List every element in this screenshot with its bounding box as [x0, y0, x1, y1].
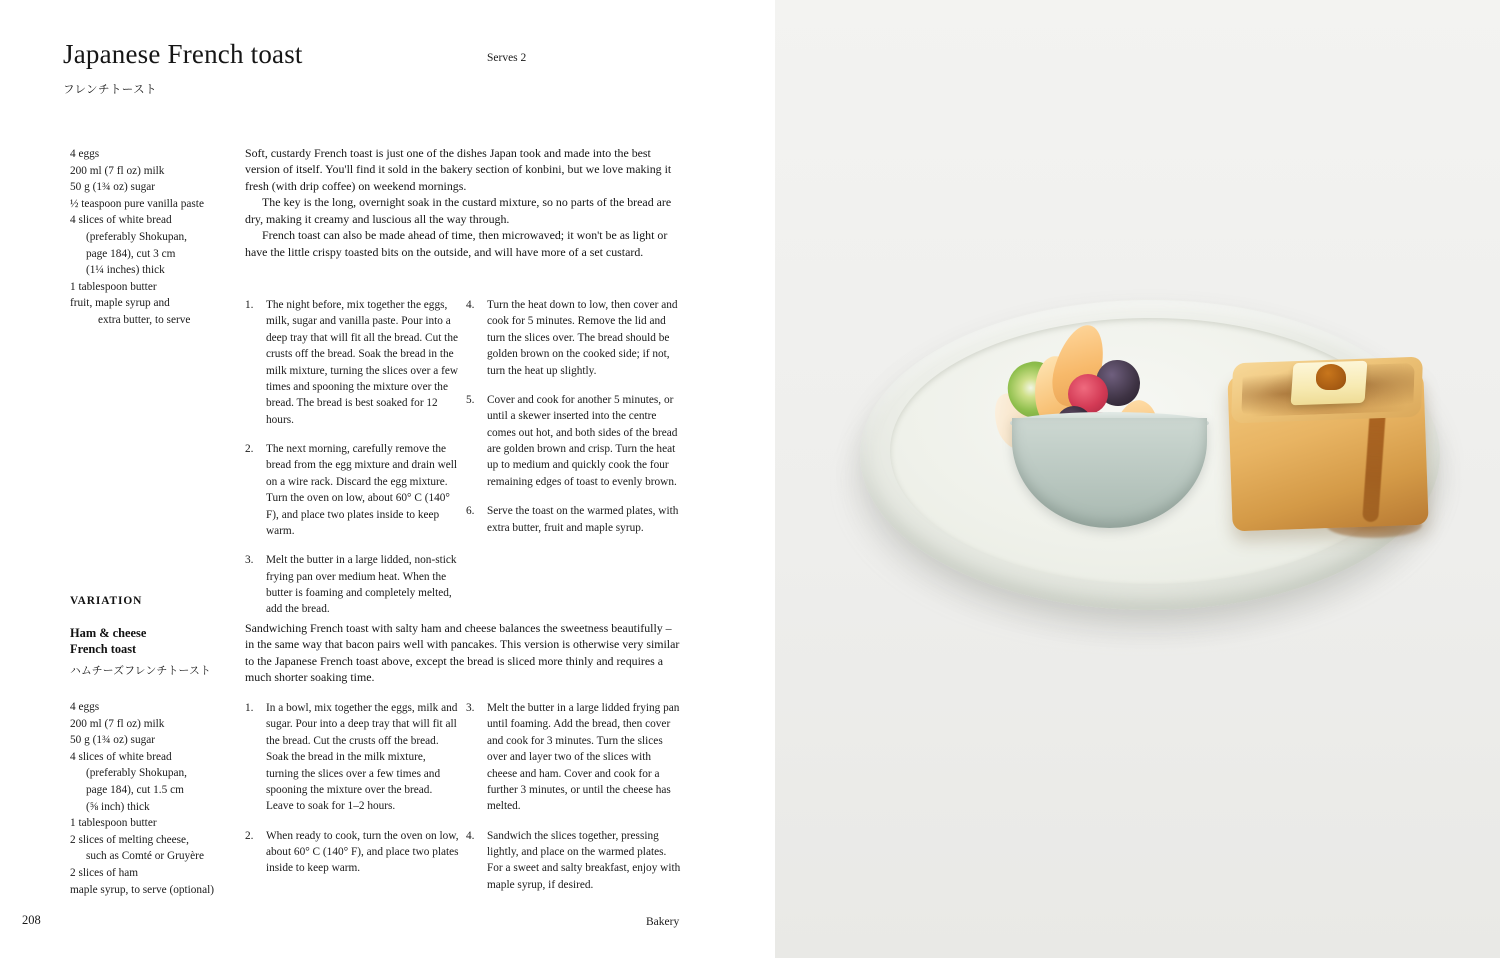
running-head: Bakery — [646, 916, 680, 928]
ingredient-line: extra butter, to serve — [98, 313, 191, 326]
step-text: When ready to cook, turn the oven on low, about 60° C (140° F), and place two plates inside to keep warm. — [266, 829, 459, 875]
step-number: 5. — [466, 393, 475, 406]
ingredient-line: 4 slices of white bread — [70, 750, 172, 763]
ingredient-line: 50 g (1¾ oz) sugar — [70, 181, 156, 194]
ingredient-line: 1 tablespoon butter — [70, 280, 157, 293]
method-step — [466, 700, 681, 815]
step-number: 4. — [466, 299, 475, 311]
method-step — [466, 503, 681, 536]
variation-heading — [70, 595, 250, 678]
recipe-title-japanese: フレンチトースト — [63, 81, 157, 96]
ingredient-line: (⅝ inch) thick — [86, 800, 150, 813]
ingredient-line: page 184), cut 3 cm — [86, 247, 176, 260]
method-step — [245, 828, 460, 877]
ingredient-line: ½ teaspoon pure vanilla paste — [70, 197, 204, 210]
variation-intro — [245, 620, 682, 686]
step-number: 2. — [245, 829, 254, 842]
step-text: Melt the butter in a large lidded frying pan until foaming. Add the bread, then cover and cook for 3 minutes. Turn the slices over and layer two of the slices with cheese and ham. Cover and cook for a further 3 minutes, or until the cheese has melted. — [487, 702, 680, 813]
variation-name — [70, 626, 250, 657]
ingredient-line: 4 eggs — [70, 148, 100, 160]
method-step — [245, 441, 460, 539]
fruit-bowl — [1012, 418, 1207, 528]
intro-paragraph: The key is the long, overnight soak in the custard mixture, so no parts of the bread are dry, making it creamy and luscious all the way through. — [245, 195, 672, 226]
variation-steps-left — [245, 700, 460, 890]
recipe-title-block — [63, 40, 713, 97]
ingredient-line: (preferably Shokupan, — [86, 767, 188, 780]
ingredient-line: 50 g (1¾ oz) sugar — [70, 734, 156, 747]
ingredient-line: 1 tablespoon butter — [70, 817, 157, 830]
ingredient-line: 2 slices of melting cheese, — [70, 833, 189, 846]
step-text: Turn the heat down to low, then cover and cook for 5 minutes. Remove the lid and turn the slices over. The bread should be golden brown on the cooked side; if not, turn the heat up slightly. — [487, 299, 678, 377]
variation-name-line1: Ham & cheese — [70, 626, 147, 640]
recipe-intro — [245, 145, 682, 260]
ingredients-list-main — [70, 146, 230, 329]
method-step — [466, 392, 681, 490]
step-number: 1. — [245, 299, 254, 311]
ingredient-line: (preferably Shokupan, — [86, 230, 188, 243]
ingredient-line: (1¼ inches) thick — [86, 264, 165, 277]
ingredient-line: 4 slices of white bread — [70, 214, 172, 227]
method-step — [245, 700, 460, 815]
ingredient-line: 200 ml (7 fl oz) milk — [70, 164, 165, 177]
page-number: 208 — [22, 913, 41, 927]
step-text: Cover and cook for another 5 minutes, or until a skewer inserted into the centre comes out hot, and both sides of the bread are golden brown and crisp. Turn the heat up to medium and quickly cook the four remaining edges of toast to evenly brown. — [487, 393, 678, 488]
ingredient-line: page 184), cut 1.5 cm — [86, 783, 184, 796]
step-number: 3. — [245, 554, 254, 567]
variation-steps-right — [466, 700, 681, 906]
step-text: The next morning, carefully remove the bread from the egg mixture and drain well on a wire rack. Discard the egg mixture. Turn the oven on low, about 60° C (140° F), and place two plates inside to keep warm. — [266, 443, 458, 537]
step-number: 1. — [245, 702, 254, 714]
ingredients-list-variation — [70, 699, 230, 898]
step-text: Sandwich the slices together, pressing lightly, and place on the warmed plates. For a sweet and salty breakfast, enjoy with maple syrup, if desired. — [487, 829, 681, 891]
step-number: 6. — [466, 505, 475, 518]
right-page-photo — [775, 0, 1500, 958]
intro-paragraph: French toast can also be made ahead of time, then microwaved; it won't be as light or have the little crispy toasted bits on the outside, and will have more of a set custard. — [245, 228, 668, 259]
step-number: 3. — [466, 702, 475, 714]
variation-name-japanese: ハムチーズフレンチトースト — [70, 664, 211, 678]
maple-syrup-pool — [1316, 364, 1346, 390]
method-step — [245, 552, 460, 618]
ingredient-line: such as Comté or Gruyère — [86, 850, 204, 863]
step-number: 4. — [466, 829, 475, 842]
method-steps-left — [245, 297, 460, 631]
ingredient-line: maple syrup, to serve (optional) — [70, 883, 214, 896]
variation-name-line2: French toast — [70, 641, 137, 656]
ingredient-line: 2 slices of ham — [70, 866, 139, 879]
method-step — [466, 297, 681, 379]
step-text: The night before, mix together the eggs, milk, sugar and vanilla paste. Pour into a deep tray that will fit all the bread. Cut the crusts off the bread. Soak the bread in the milk mixture, turning the slices over a few times and spooning the mixture over the bread. The bread is best soaked for 12 hours. — [266, 299, 458, 426]
page-title: Japanese French toast — [63, 39, 303, 69]
ingredient-line: 200 ml (7 fl oz) milk — [70, 717, 165, 730]
ingredient-line: fruit, maple syrup and — [70, 297, 170, 310]
variation-intro-text: Sandwiching French toast with salty ham and cheese balances the sweetness beautifully – in the same way that bacon pairs well with pancakes. This version is otherwise very similar to the Japanese French toast above, except the bread is sliced more thinly and requires a much shorter soaking time. — [245, 621, 680, 685]
serves-label: Serves 2 — [487, 52, 527, 64]
method-steps-right — [466, 297, 681, 549]
variation-label: VARIATION — [70, 595, 143, 607]
step-text: Serve the toast on the warmed plates, with extra butter, fruit and maple syrup. — [487, 505, 679, 534]
food-photograph — [775, 0, 1500, 958]
intro-paragraph: Soft, custardy French toast is just one of the dishes Japan took and made into the best version of itself. You'll find it sold in the bakery section of konbini, but we love making it fresh (with drip coffee) on weekend mornings. — [245, 146, 672, 193]
method-step — [245, 297, 460, 428]
method-step — [466, 828, 681, 894]
step-text: Melt the butter in a large lidded, non-stick frying pan over medium heat. When the butter is foaming and completely melted, add the bread. — [266, 554, 457, 616]
step-text: In a bowl, mix together the eggs, milk and sugar. Pour into a deep tray that will fit all the bread. Cut the crusts off the bread. Soak the bread in the milk mixture, turning the slices over a few times and spooning the mixture over the bread. Leave to soak for 1–2 hours. — [266, 702, 458, 813]
ingredient-line: 4 eggs — [70, 701, 100, 713]
step-number: 2. — [245, 443, 254, 455]
plate-contents — [860, 300, 1440, 610]
